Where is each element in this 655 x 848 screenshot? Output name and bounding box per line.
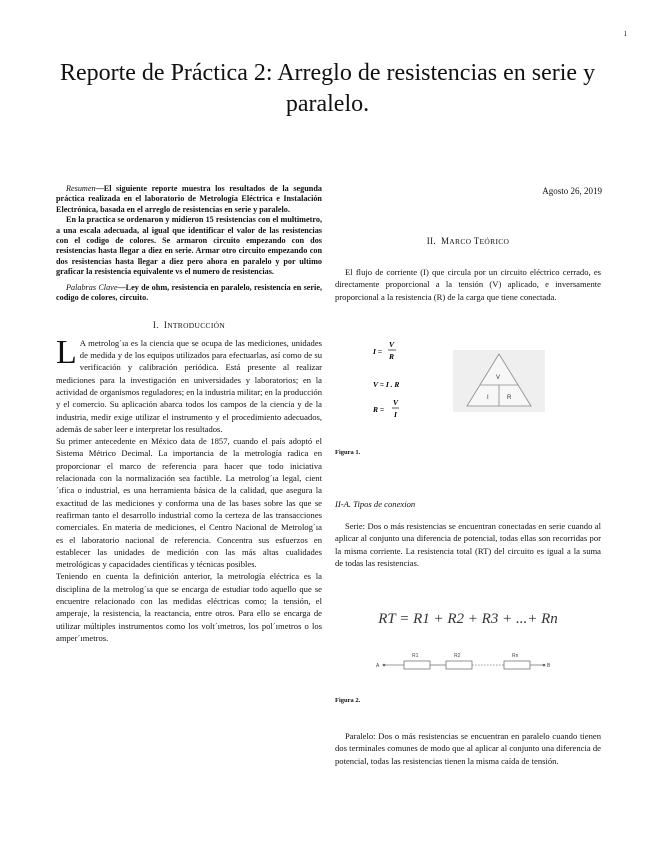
figure-1-caption: Figura 1. xyxy=(335,449,361,456)
abstract-p2: En la practica se ordenaron y midieron 15 resistencias con el multimetro, a una escala adecuada, al igual que identificar el valor de las resistencias con el codigo de colores. Se armaron circuito empezando con dos resistencias hasta llegar a diez en serie. Armar otro circuito empezando con dos resistencias hasta llegar a diez pero ahora en paralelo y por ultimo graficar la resistencia equivalente vs el numero de resistencias. xyxy=(56,215,322,277)
triangle-i: I xyxy=(487,395,489,401)
intro-p3: Teniendo en cuenta la definición anterior, la metrología eléctrica es la disciplina de la metrolog´ıa que se encarga de estudiar todo aquello que se encuentre relacionado con las medidas eléctricas como; la tensión, el amperaje, la resistencia, la reactancia, entre otros. Para ello se encarga de utilizar múltiples instrumentos como los volt´ımetros, los pol´ımetros o los amper´ımetros. xyxy=(56,571,322,643)
intro-p1-text: A metrolog´ıa es la ciencia que se ocupa de las mediciones, unidades de medida y de los equipos utilizados para efectuarlas, así como de su verificación y calibración periódica. Está presente al realizar mediciones para la investigación en universidades y laboratorios; en la actividad de organismos reguladores; en la industria militar; en la producción y el comercio. Su aplicación abarca todos los campos de la ciencia y de la industria, medir exige utilizar el instrumento y el procedimiento adecuados, además de saber leer e interpretar los resultados. xyxy=(56,337,322,434)
marco-heading-first1: M xyxy=(440,236,450,246)
ohm-law-figure xyxy=(335,330,601,430)
eq1-lhs: I = xyxy=(373,347,383,356)
eq2: V = I . R xyxy=(373,380,400,389)
label-r1: R1 xyxy=(412,653,419,659)
node-b: B xyxy=(547,663,551,669)
eq1-num: V xyxy=(389,340,395,349)
node-b-dot xyxy=(543,664,546,667)
subsection-label: II-A. xyxy=(335,499,351,509)
marco-p1 xyxy=(335,266,601,303)
resistor-rn xyxy=(504,661,530,669)
serie-paragraph xyxy=(335,520,601,569)
triangle-v: V xyxy=(496,375,501,381)
marco-heading-rest1: ARCO xyxy=(449,237,472,246)
resistor-r2 xyxy=(446,661,472,669)
series-equation: RT = R1 + R2 + R3 + ...+ Rn xyxy=(378,611,558,627)
keywords-label: Palabras Clave xyxy=(66,282,118,292)
eq3-lhs: R = xyxy=(373,405,385,414)
node-a: A xyxy=(376,663,380,669)
dropcap: L xyxy=(56,333,77,371)
intro-heading-first: I xyxy=(163,320,168,331)
page-number: 1 xyxy=(623,30,627,38)
left-column xyxy=(56,184,322,644)
marco-heading xyxy=(335,236,601,246)
label-r2: R2 xyxy=(454,653,461,659)
intro-heading-rest: NTRODUCCIÓN xyxy=(167,321,226,331)
eq3-num: V xyxy=(393,398,399,407)
date: Agosto 26, 2019 xyxy=(542,186,602,196)
node-a-dot xyxy=(383,664,386,667)
intro-p2: Su primer antecedente en México data de 1857, cuando el país adoptó el Sistema Métrico Decimal. La importancia de la metrología radica en proporcionar el marco de referencia para hacer que todo iniciativa relacionada con la normalización sea factible. La metrolog´ıa legal, cient´ıfica o industrial, es una herramienta básica de la calidad, que asegura la exactitud de las mediciones y conforma una de las bases sobre las que se reafirman tanto el desarrollo industrial como la certeza de las transacciones comerciales. En materia de mediciones, el Centro Nacional de Metrolog´ıa es el laboratorio nacional de referencia. Concentra sus esfuerzos en establecer las unidades de medición con las más altas cualidades metrológicas y capacidades científicas y técnicas posibles. xyxy=(56,436,322,570)
marco-heading-first2: T xyxy=(473,236,480,246)
eq3-den: I xyxy=(394,410,397,419)
resistor-r1 xyxy=(404,661,430,669)
intro-p1 xyxy=(56,333,322,435)
figure-2-caption: Figura 2. xyxy=(335,697,361,704)
keywords-text: Ley de ohm, resistencia en paralelo, resistencia en serie, codigo de colores, circuito. xyxy=(56,282,322,303)
serie-text: Serie: Dos o más resistencias se encuentran conectadas en serie cuando al aplicar al conjunto una diferencia de potencial, todas ellas son recorridas por la misma corriente. La resistencia total (RT) del circuito es igual a la suma de todas las resistencias. xyxy=(335,521,601,568)
label-rn: Rn xyxy=(512,653,519,659)
triangle-r: R xyxy=(507,395,512,401)
subsection-heading xyxy=(335,499,415,509)
intro-heading xyxy=(56,319,322,332)
subsection-title: Tipos de conexion xyxy=(353,499,416,509)
paralelo-text: Paralelo: Dos o más resistencias se encuentran en paralelo cuando tienen dos terminales comunes de modo que al aplicar al conjunto una diferencia de potencial, todas las resistencias tienen la misma caída de tensión. xyxy=(335,731,601,766)
series-circuit xyxy=(370,648,560,678)
abstract: Resumen—El siguiente reporte muestra los resultados de la segunda práctica realizada en el laboratorio de Metrología Eléctrica e Instalación Electrónica, basada en el arreglo de resistencias en serie y paralelo. En la practica se ordenaron y midieron 15 resistencias con el multimetro, a una escala adecuada, al igual que identificar el valor de las resistencias con el codigo de colores. Se armaron circuito empezando con dos resistencias hasta llegar a diez en serie. Armar otro circuito empezando con dos resistencias hasta llegar a diez pero ahora en paralelo y por ultimo graficar la resistencia equivalente vs el numero de resistencias. xyxy=(56,184,322,277)
abstract-label: Resumen xyxy=(66,184,96,193)
abstract-p1: El siguiente reporte muestra los resultados de la segunda práctica realizada en el laboratorio de Metrología Eléctrica e Instalación Electrónica, basada en el arreglo de resistencias en serie y paralelo. xyxy=(56,184,322,214)
marco-heading-numeral: II. xyxy=(426,236,436,246)
figure-1 xyxy=(335,330,601,460)
marco-p1-text: El flujo de corriente (I) que circula por un circuito eléctrico cerrado, es directamente proporcional a la tensión (V) aplicado, e inversamente proporcional a la resistencia (R) de la carga que tiene conectada. xyxy=(335,267,601,302)
keywords: Palabras Clave—Ley de ohm, resistencia en paralelo, resistencia en serie, codigo de colores, circuito. xyxy=(56,282,322,303)
paper-title: Reporte de Práctica 2: Arreglo de resistencias en serie y paralelo. xyxy=(59,60,596,117)
marco-heading-rest2: EÓRICO xyxy=(479,237,510,246)
intro-heading-numeral: I. xyxy=(152,320,159,331)
paralelo-paragraph xyxy=(335,730,601,767)
eq1-den: R xyxy=(389,352,395,361)
